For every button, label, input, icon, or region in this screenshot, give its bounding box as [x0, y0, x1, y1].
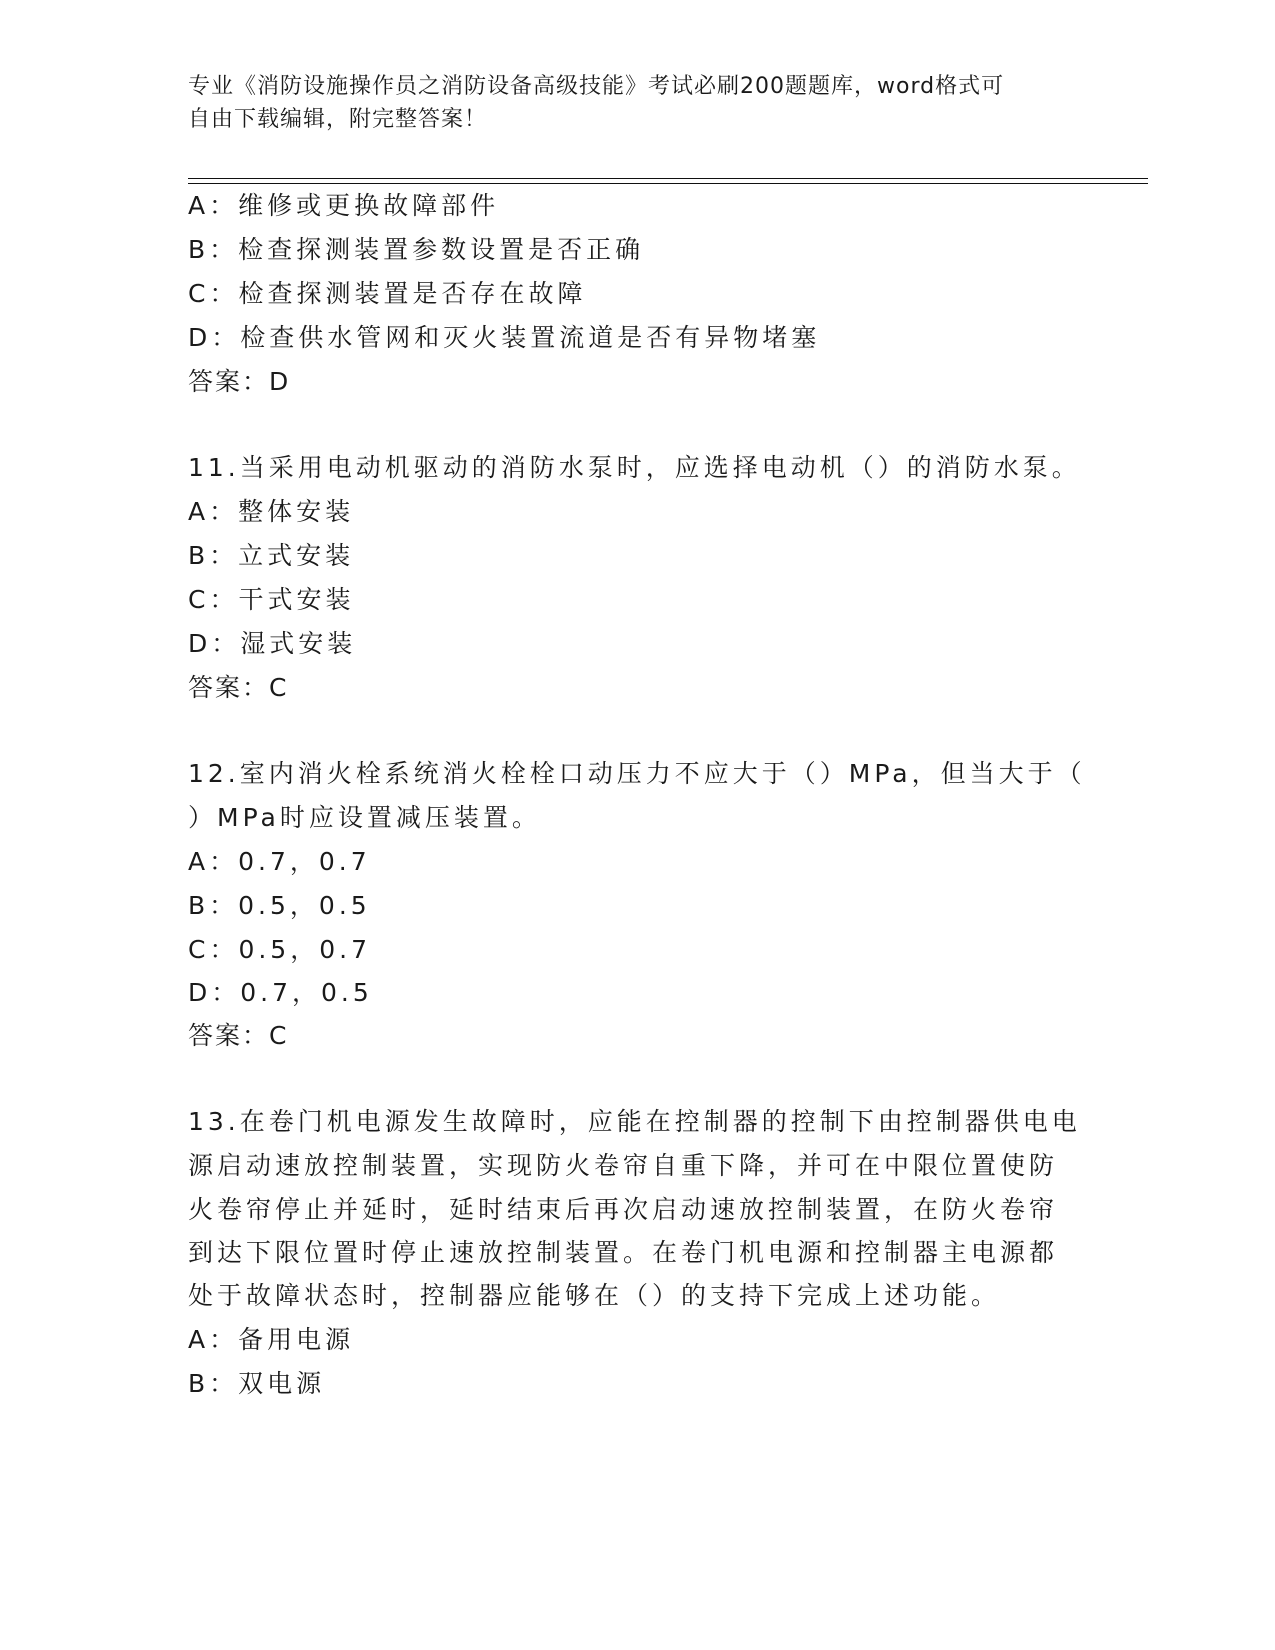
q12-question-line-2: ）MPa时应设置减压装置。: [188, 803, 541, 832]
q12-option-d: D：0.7，0.5: [188, 978, 373, 1007]
header-divider: [188, 178, 1148, 179]
q12-answer: 答案：C: [188, 1021, 289, 1050]
header-line-1: 专业《消防设施操作员之消防设备高级技能》考试必刷200题题库，word格式可: [188, 74, 1005, 99]
q12-option-b: B：0.5，0.5: [188, 891, 371, 920]
q11-option-a: A：整体安装: [188, 497, 355, 526]
q13-option-a: A：备用电源: [188, 1325, 355, 1354]
q13-question-line-2: 源启动速放控制装置，实现防火卷帘自重下降，并可在中限位置使防: [188, 1151, 1059, 1180]
q10-answer: 答案：D: [188, 367, 291, 396]
q11-answer: 答案：C: [188, 673, 289, 702]
document-header: [188, 70, 1078, 136]
header-line-2: 自由下载编辑，附完整答案！: [188, 107, 488, 132]
q11-question: 11.当采用电动机驱动的消防水泵时，应选择电动机（）的消防水泵。: [188, 453, 1081, 482]
q13-question-line-3: 火卷帘停止并延时，延时结束后再次启动速放控制装置，在防火卷帘: [188, 1195, 1059, 1224]
header-divider-2: [188, 183, 1148, 184]
q13-question-line-1: 13.在卷门机电源发生故障时，应能在控制器的控制下由控制器供电电: [188, 1107, 1081, 1136]
q13-option-b: B：双电源: [188, 1369, 326, 1398]
q12-option-c: C：0.5，0.7: [188, 935, 371, 964]
q10-option-a: A：维修或更换故障部件: [188, 191, 500, 220]
q10-option-b: B：检查探测装置参数设置是否正确: [188, 235, 645, 264]
q11-option-d: D：湿式安装: [188, 629, 357, 658]
q11-option-c: C：干式安装: [188, 585, 355, 614]
q10-option-d: D：检查供水管网和灭火装置流道是否有异物堵塞: [188, 323, 821, 352]
q13-question-line-5: 处于故障状态时，控制器应能够在（）的支持下完成上述功能。: [188, 1281, 1001, 1310]
q12-option-a: A：0.7，0.7: [188, 847, 371, 876]
q12-question-line-1: 12.室内消火栓系统消火栓栓口动压力不应大于（）MPa，但当大于（: [188, 759, 1086, 788]
q10-option-c: C：检查探测装置是否存在故障: [188, 279, 587, 308]
q11-option-b: B：立式安装: [188, 541, 355, 570]
q13-question-line-4: 到达下限位置时停止速放控制装置。在卷门机电源和控制器主电源都: [188, 1238, 1059, 1267]
